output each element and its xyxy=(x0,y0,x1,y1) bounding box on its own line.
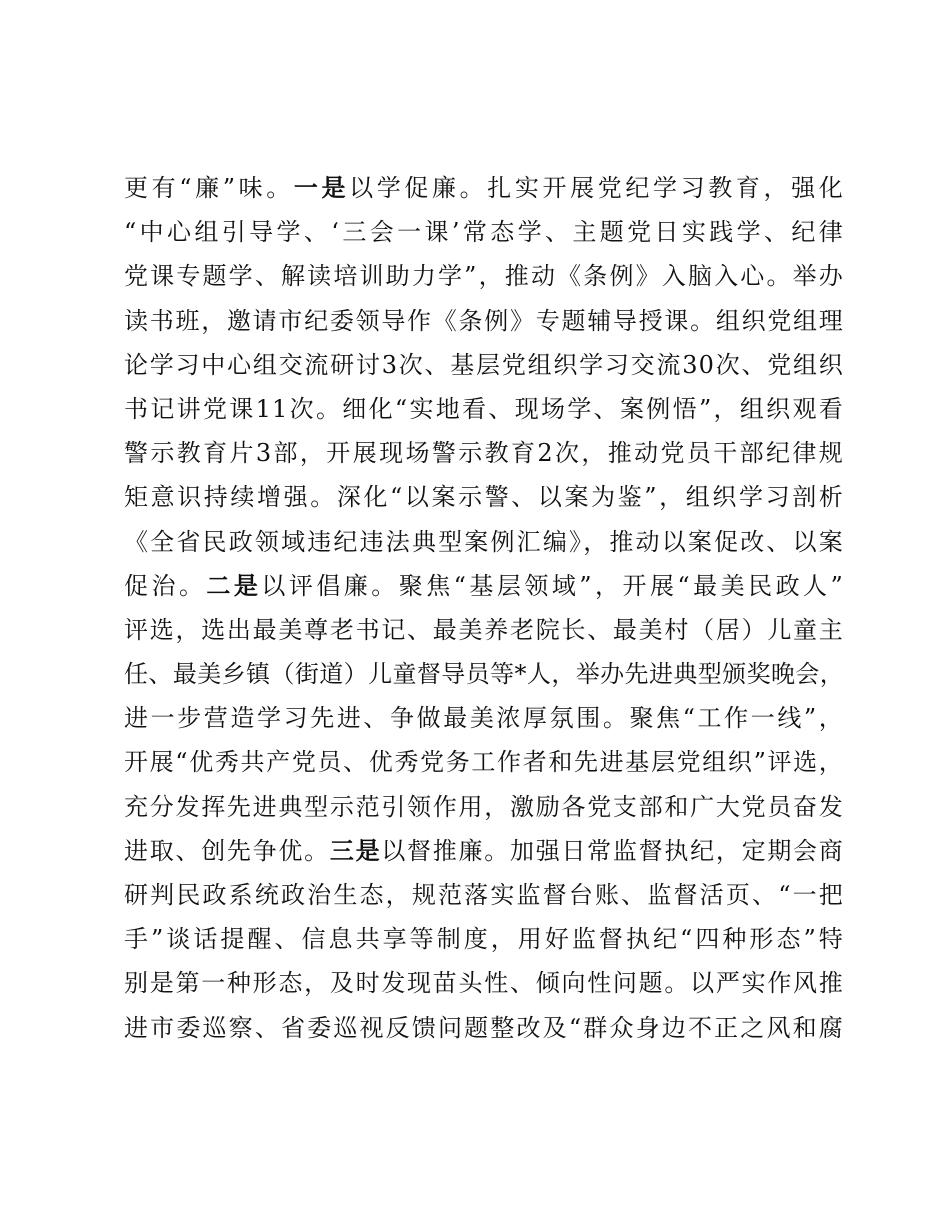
text-run: 研判民政系统政治生态，规范落实监督台账、监督活页、“一把 xyxy=(124,881,844,909)
text-line xyxy=(124,608,844,652)
text-line xyxy=(124,1006,844,1050)
text-line xyxy=(124,387,844,431)
text-line xyxy=(124,873,844,917)
text-run: 更有“廉”味。 xyxy=(124,174,294,202)
text-run: 促治。 xyxy=(124,571,207,600)
text-line xyxy=(124,520,844,564)
text-run: 手”谈话提醒、信息共享等制度，用好监督执纪“四种形态”特 xyxy=(124,925,844,954)
text-run: 以督推廉。加强日常监督执纪，定期会商 xyxy=(381,836,844,865)
text-run: 书记讲党课11次。细化“实地看、现场学、案例悟”，组织观看 xyxy=(124,394,844,423)
text-line xyxy=(124,829,844,873)
text-line xyxy=(124,431,844,475)
text-run: 以评倡廉。聚焦“基层领域”，开展“最美民政人” xyxy=(261,571,844,600)
text-run: 警示教育片3部，开展现场警示教育2次，推动党员干部纪律规 xyxy=(124,439,844,468)
text-run: 任、最美乡镇（街道）儿童督导员等*人，举办先进典型颁奖晚会， xyxy=(124,660,844,689)
text-run: 评选，选出最美尊老书记、最美养老院长、最美村（居）儿童主 xyxy=(124,615,844,644)
text-run: 矩意识持续增强。深化“以案示警、以案为鉴”，组织学习剖析 xyxy=(124,483,844,512)
text-run: 进市委巡察、省委巡视反馈问题整改及“群众身边不正之风和腐 xyxy=(124,1013,844,1042)
text-run: 进取、创先争优。 xyxy=(124,836,330,865)
text-line xyxy=(124,961,844,1005)
text-line xyxy=(124,785,844,829)
text-line xyxy=(124,652,844,696)
text-run: 充分发挥先进典型示范引领作用，激励各党支部和广大党员奋发 xyxy=(124,792,844,821)
text-line xyxy=(124,917,844,961)
text-run: 开展“优秀共产党员、优秀党务工作者和先进基层党组织”评选， xyxy=(124,748,844,777)
text-run: 进一步营造学习先进、争做最美浓厚氛围。聚焦“工作一线”， xyxy=(124,704,844,733)
text-run: 读书班，邀请市纪委领导作《条例》专题辅导授课。组织党组理 xyxy=(124,306,844,335)
text-line xyxy=(124,254,844,298)
text-run: “中心组引导学、‘三会一课’常态学、主题党日实践学、纪律 xyxy=(124,218,844,247)
text-line xyxy=(124,475,844,519)
text-line xyxy=(124,740,844,784)
text-line xyxy=(124,299,844,343)
text-run: 论学习中心组交流研讨3次、基层党组织学习交流30次、党组织 xyxy=(124,350,844,379)
text-run: 别是第一种形态，及时发现苗头性、倾向性问题。以严实作风推 xyxy=(124,969,844,998)
text-line xyxy=(124,166,844,210)
text-line xyxy=(124,564,844,608)
text-line xyxy=(124,210,844,254)
emphasis-text: 二是 xyxy=(206,570,262,600)
text-run: 以学促廉。扎实开展党纪学习教育，强化 xyxy=(349,174,844,202)
text-line xyxy=(124,343,844,387)
body-text xyxy=(124,166,844,1050)
text-line xyxy=(124,696,844,740)
text-run: 《全省民政领域违纪违法典型案例汇编》，推动以案促改、以案 xyxy=(124,527,844,556)
emphasis-text: 三是 xyxy=(329,835,382,865)
text-run: 党课专题学、解读培训助力学”，推动《条例》入脑入心。举办 xyxy=(124,262,844,291)
emphasis-text: 一是 xyxy=(293,173,350,202)
